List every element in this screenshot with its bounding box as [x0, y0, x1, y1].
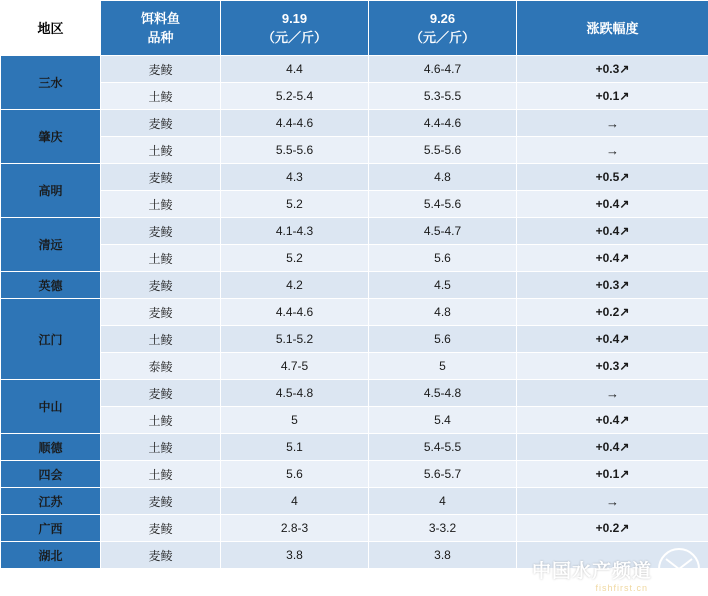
header-date1 [221, 1, 369, 56]
price-date1-cell: 2.8-3 [221, 515, 369, 542]
table-row [1, 488, 708, 515]
species-cell: 土鲮 [101, 137, 221, 164]
change-cell [517, 542, 708, 569]
price-date1-cell: 4.1-4.3 [221, 218, 369, 245]
change-cell: +0.4↗ [517, 407, 708, 434]
header-date2 [369, 1, 517, 56]
species-cell: 麦鲮 [101, 272, 221, 299]
header-region: 地区 [1, 1, 101, 56]
table-row [1, 299, 708, 326]
price-date1-cell: 4.4-4.6 [221, 299, 369, 326]
table-row [1, 515, 708, 542]
table-row [1, 245, 708, 272]
region-cell: 江苏 [1, 488, 101, 515]
price-date2-cell: 5.6 [369, 326, 517, 353]
price-date2-cell: 5 [369, 353, 517, 380]
table-row [1, 164, 708, 191]
table-row [1, 407, 708, 434]
price-date1-cell: 5.6 [221, 461, 369, 488]
region-cell: 英德 [1, 272, 101, 299]
price-date2-cell: 5.3-5.5 [369, 83, 517, 110]
change-cell: +0.4↗ [517, 191, 708, 218]
change-cell: +0.4↗ [517, 326, 708, 353]
region-cell: 中山 [1, 380, 101, 434]
price-date2-cell: 4 [369, 488, 517, 515]
region-cell: 肇庆 [1, 110, 101, 164]
price-date1-cell: 4.5-4.8 [221, 380, 369, 407]
species-cell: 土鲮 [101, 83, 221, 110]
species-cell: 麦鲮 [101, 515, 221, 542]
price-date2-cell: 5.4-5.6 [369, 191, 517, 218]
header-species-line1: 饵料鱼 [140, 11, 180, 26]
region-cell: 广西 [1, 515, 101, 542]
table-row [1, 542, 708, 569]
price-date1-cell: 5.2 [221, 245, 369, 272]
price-date2-cell: 3-3.2 [369, 515, 517, 542]
species-cell: 麦鲮 [101, 380, 221, 407]
change-cell: +0.4↗ [517, 245, 708, 272]
table-row [1, 326, 708, 353]
price-date1-cell: 4.4 [221, 56, 369, 83]
price-date1-cell: 3.8 [221, 542, 369, 569]
price-date2-cell: 3.8 [369, 542, 517, 569]
header-date1-line2: （元／斤） [261, 30, 327, 45]
header-species-line2: 品种 [147, 30, 174, 45]
change-cell: → [517, 110, 708, 137]
watermark-text: 中国水产频道 [531, 560, 652, 582]
price-date1-cell: 5.1 [221, 434, 369, 461]
species-cell: 土鲮 [101, 407, 221, 434]
region-cell: 顺德 [1, 434, 101, 461]
price-date1-cell: 4.2 [221, 272, 369, 299]
price-date1-cell: 4.3 [221, 164, 369, 191]
region-cell: 江门 [1, 299, 101, 380]
price-date1-cell: 5 [221, 407, 369, 434]
price-date1-cell: 5.2 [221, 191, 369, 218]
price-date2-cell: 4.5-4.8 [369, 380, 517, 407]
change-cell: +0.2↗ [517, 299, 708, 326]
table-row [1, 272, 708, 299]
watermark-subtext: fishfirst.cn [595, 582, 648, 593]
species-cell: 土鲮 [101, 245, 221, 272]
change-cell: → [517, 137, 708, 164]
region-cell: 湖北 [1, 542, 101, 569]
price-date2-cell: 5.5-5.6 [369, 137, 517, 164]
change-cell: +0.4↗ [517, 434, 708, 461]
price-date2-cell: 4.6-4.7 [369, 56, 517, 83]
species-cell: 麦鲮 [101, 488, 221, 515]
price-date1-cell: 5.5-5.6 [221, 137, 369, 164]
change-cell: +0.2↗ [517, 515, 708, 542]
price-date2-cell: 5.4 [369, 407, 517, 434]
change-cell: +0.3↗ [517, 272, 708, 299]
species-cell: 麦鲮 [101, 299, 221, 326]
table-header-row [1, 1, 708, 56]
price-date1-cell: 4.7-5 [221, 353, 369, 380]
price-date1-cell: 5.1-5.2 [221, 326, 369, 353]
species-cell: 麦鲮 [101, 56, 221, 83]
table-row [1, 83, 708, 110]
species-cell: 土鲮 [101, 461, 221, 488]
region-cell: 三水 [1, 56, 101, 110]
species-cell: 麦鲮 [101, 164, 221, 191]
change-cell: +0.4↗ [517, 218, 708, 245]
species-cell: 泰鲮 [101, 353, 221, 380]
header-date1-line1: 9.19 [281, 11, 308, 26]
change-cell: +0.3↗ [517, 353, 708, 380]
region-cell: 四会 [1, 461, 101, 488]
price-date1-cell: 4.4-4.6 [221, 110, 369, 137]
region-cell: 清远 [1, 218, 101, 272]
species-cell: 麦鲮 [101, 218, 221, 245]
header-date2-line2: （元／斤） [409, 30, 475, 45]
price-date1-cell: 5.2-5.4 [221, 83, 369, 110]
change-cell: → [517, 488, 708, 515]
price-date2-cell: 4.5 [369, 272, 517, 299]
price-date2-cell: 5.4-5.5 [369, 434, 517, 461]
price-date2-cell: 5.6 [369, 245, 517, 272]
change-cell: +0.1↗ [517, 461, 708, 488]
table-row [1, 137, 708, 164]
table-row [1, 56, 708, 83]
table-row [1, 110, 708, 137]
table-row [1, 218, 708, 245]
table-row [1, 434, 708, 461]
region-cell: 高明 [1, 164, 101, 218]
change-cell: +0.3↗ [517, 56, 708, 83]
price-date2-cell: 4.4-4.6 [369, 110, 517, 137]
species-cell: 麦鲮 [101, 542, 221, 569]
change-cell: +0.5↗ [517, 164, 708, 191]
table-row [1, 353, 708, 380]
price-date2-cell: 4.5-4.7 [369, 218, 517, 245]
header-species [101, 1, 221, 56]
species-cell: 土鲮 [101, 326, 221, 353]
change-cell: +0.1↗ [517, 83, 708, 110]
table-row [1, 380, 708, 407]
header-change: 涨跌幅度 [517, 1, 708, 56]
table-body [1, 1, 708, 569]
change-cell: → [517, 380, 708, 407]
price-date1-cell: 4 [221, 488, 369, 515]
price-date2-cell: 5.6-5.7 [369, 461, 517, 488]
price-date2-cell: 4.8 [369, 164, 517, 191]
header-date2-line1: 9.26 [429, 11, 456, 26]
table-row [1, 191, 708, 218]
species-cell: 土鲮 [101, 191, 221, 218]
table-row [1, 461, 708, 488]
price-date2-cell: 4.8 [369, 299, 517, 326]
species-cell: 土鲮 [101, 434, 221, 461]
species-cell: 麦鲮 [101, 110, 221, 137]
